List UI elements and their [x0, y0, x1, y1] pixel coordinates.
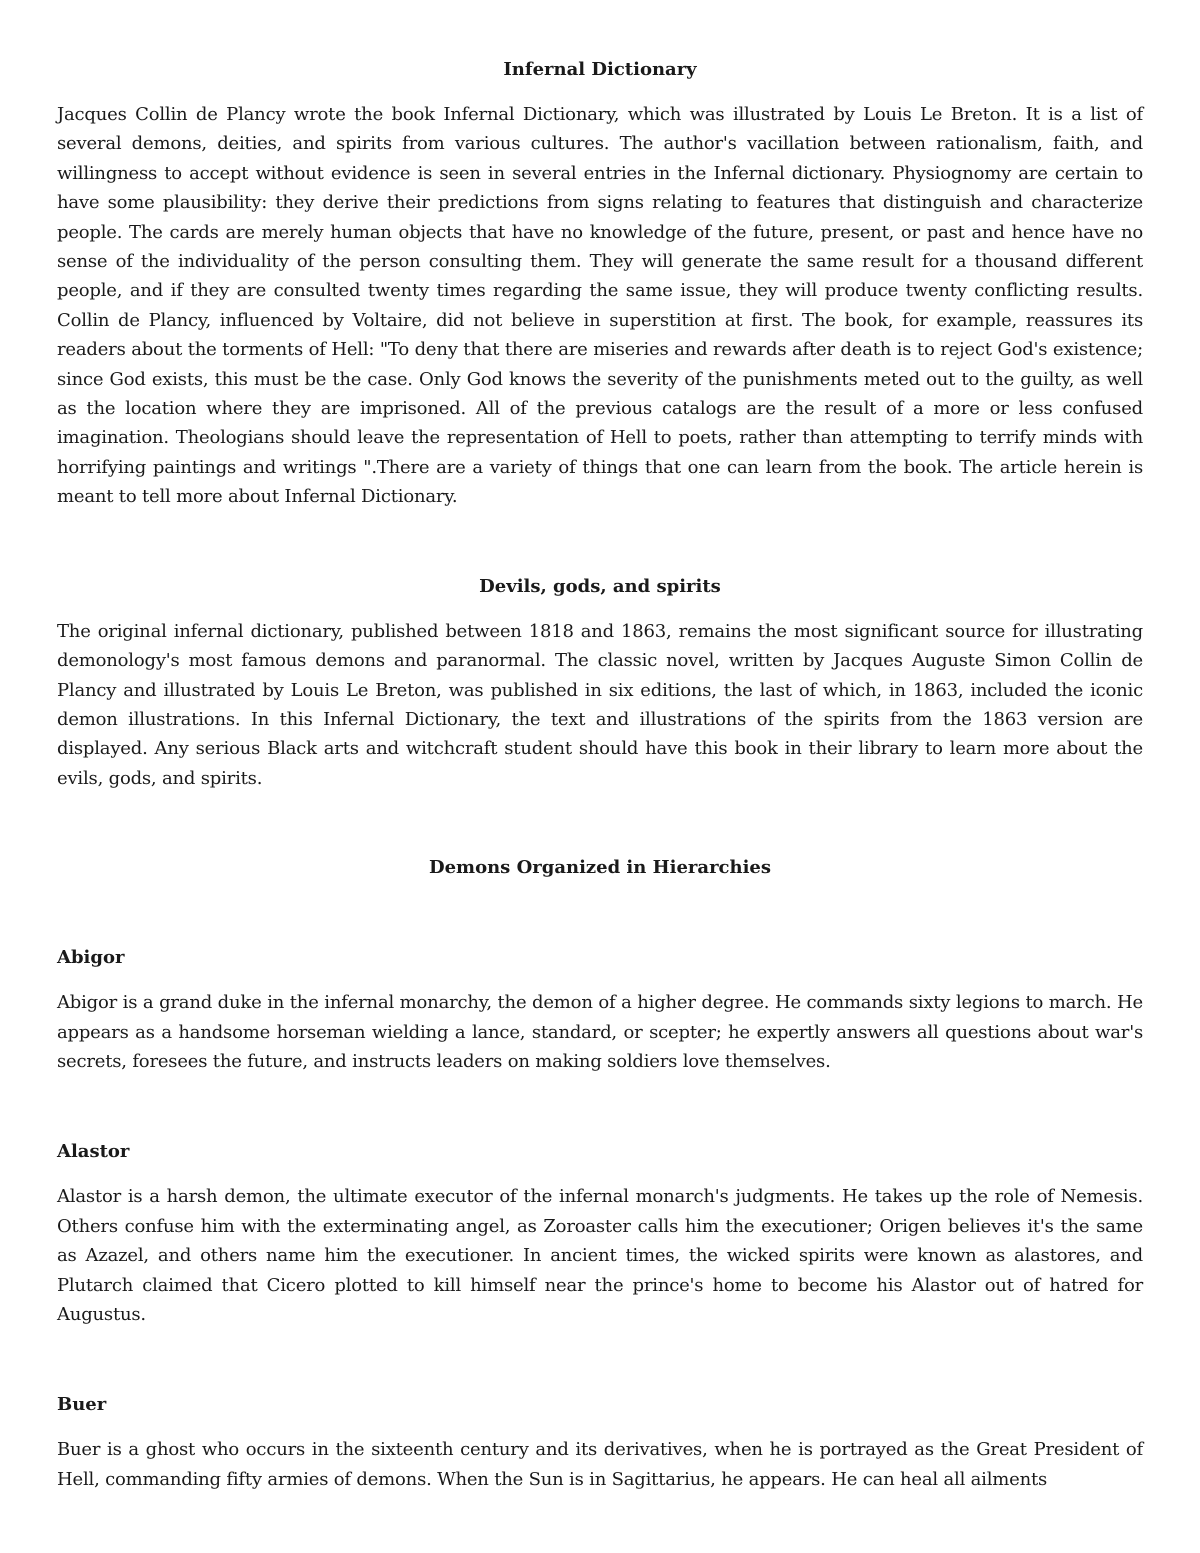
section-heading-hierarchies: Demons Organized in Hierarchies: [428, 857, 772, 879]
entry-text-alastor: Alastor is a harsh demon, the ultimate executor of the infernal monarch's judgments. He takes up the role of Nemesis. Others confuse him with the exterminating angel, as Zoroaster calls him the executioner; Origen believes it's the same as Azazel, and others name him the executioner. In ancient times, the wicked spirits were known as alastores, and Plutarch claimed that Cicero plotted to kill himself near the prince's home to become his Alastor out of hatred for Augustus.: [57, 1186, 1143, 1325]
section-heading-devils: Devils, gods, and spirits: [479, 575, 721, 597]
entry-text-buer: Buer is a ghost who occurs in the sixteenth century and its derivatives, when he is portrayed as the Great President of Hell, commanding fifty armies of demons. When the Sun is in Sagittarius, he appears. He can heal all ailments: [57, 1439, 1143, 1490]
devils-paragraph: The original infernal dictionary, published between 1818 and 1863, remains the most significant source for illustrating demonology's most famous demons and paranormal. The classic novel, written by Jacques Auguste Simon Collin de Plancy and illustrated by Louis Le Breton, was published in six editions, the last of which, in 1863, included the iconic demon illustrations. In this Infernal Dictionary, the text and illustrations of the spirits from the 1863 version are displayed. Any serious Black arts and witchcraft student should have this book in their library to learn more about the evils, gods, and spirits.: [57, 620, 1143, 789]
intro-paragraph: Jacques Collin de Plancy wrote the book Infernal Dictionary, which was illustrated by Louis Le Breton. It is a list of several demons, deities, and spirits from various cultures. The author's vacillation between rationalism, faith, and willingness to accept without evidence is seen in several entries in the Infernal dictionary. Physiognomy are certain to have some plausibility: they derive their predictions from signs relating to features that distinguish and characterize people. The cards are merely human objects that have no knowledge of the future, present, or past and hence have no sense of the individuality of the person consulting them. They will generate the same result for a thousand different people, and if they are consulted twenty times regarding the same issue, they will produce twenty conflicting results. Collin de Plancy, influenced by Voltaire, did not believe in superstition at first. The book, for example, reassures its readers about the torments of Hell: "To deny that there are miseries and rewards after death is to reject God's existence; since God exists, this must be the case. Only God knows the severity of the punishments meted out to the guilty, as well as the location where they are imprisoned. All of the previous catalogs are the result of a more or less confused imagination. Theologians should leave the representation of Hell to poets, rather than attempting to terrify minds with horrifying paintings and writings ".There are a variety of things that one can learn from the book. The article herein is meant to tell more about Infernal Dictionary.: [57, 104, 1143, 508]
entry-heading-abigor: Abigor: [57, 947, 125, 969]
document-title: Infernal Dictionary: [503, 59, 697, 80]
entry-heading-buer: Buer: [57, 1394, 107, 1416]
entry-text-abigor: Abigor is a grand duke in the infernal monarchy, the demon of a higher degree. He commands sixty legions to march. He appears as a handsome horseman wielding a lance, standard, or scepter; he expertly answers all questions about war's secrets, foresees the future, and instructs leaders on making soldiers love themselves.: [57, 992, 1143, 1072]
document-page: [57, 55, 1143, 1494]
entry-heading-alastor: Alastor: [57, 1141, 130, 1163]
